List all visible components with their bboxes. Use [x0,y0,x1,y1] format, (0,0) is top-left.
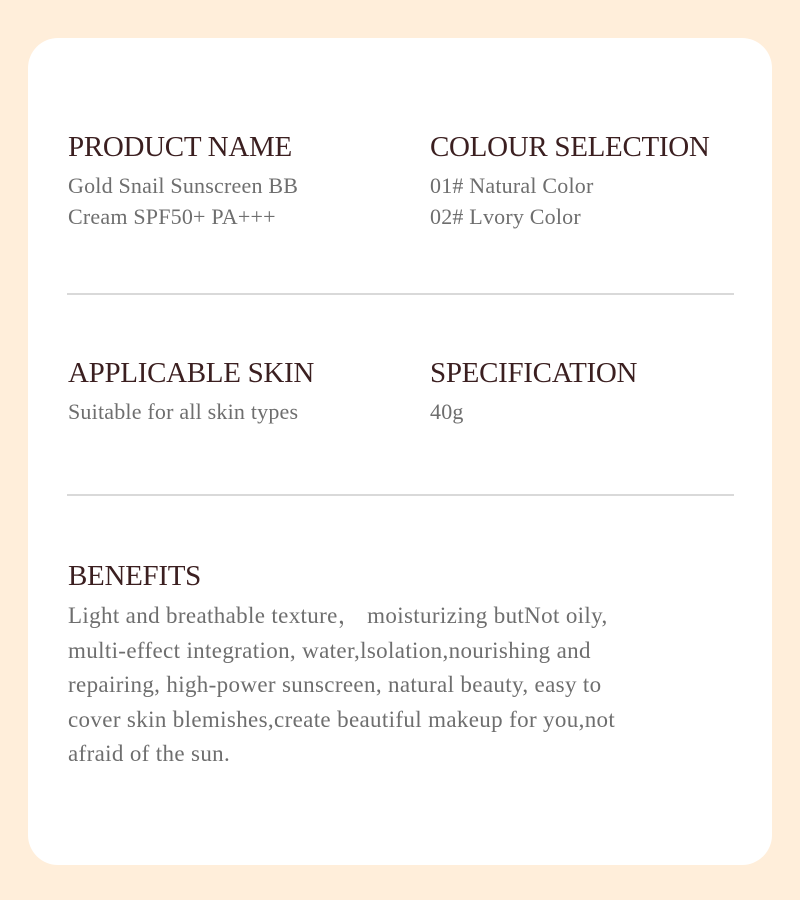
applicable-skin-block [68,356,314,427]
colour-option: 02# Lvory Color [430,204,581,229]
specification-text: 40g [430,399,464,424]
applicable-skin-value [68,396,314,427]
benefits-line: repairing, high-power sunscreen, natural beauty, easy to [68,672,602,697]
product-name-line: Gold Snail Sunscreen BB [68,173,299,198]
specification-block [430,356,637,427]
benefits-text [68,599,728,772]
benefits-line: afraid of the sun. [68,741,231,766]
specification-value [430,396,637,427]
product-info-card [28,38,772,865]
applicable-skin-text: Suitable for all skin types [68,399,299,424]
divider [67,293,734,295]
benefits-line: Light and breathable texture， moisturizing butNot oily, [68,603,608,628]
colour-option: 01# Natural Color [430,173,594,198]
benefits-line: multi-effect integration, water,lsolation,nourishing and [68,637,591,663]
applicable-skin-heading: APPLICABLE SKIN [68,357,315,389]
benefits-heading: BENEFITS [68,560,201,592]
product-name-value [68,170,298,232]
colour-selection-options [430,170,710,232]
product-name-block [68,130,298,232]
specification-heading: SPECIFICATION [430,357,638,389]
colour-selection-block [430,130,710,232]
product-name-heading: PRODUCT NAME [68,131,292,163]
product-name-line: Cream SPF50+ PA+++ [68,204,276,229]
benefits-line: cover skin blemishes,create beautiful makeup for you,not [68,706,616,732]
colour-selection-heading: COLOUR SELECTION [430,131,710,163]
benefits-block [68,559,734,772]
divider [67,494,734,496]
